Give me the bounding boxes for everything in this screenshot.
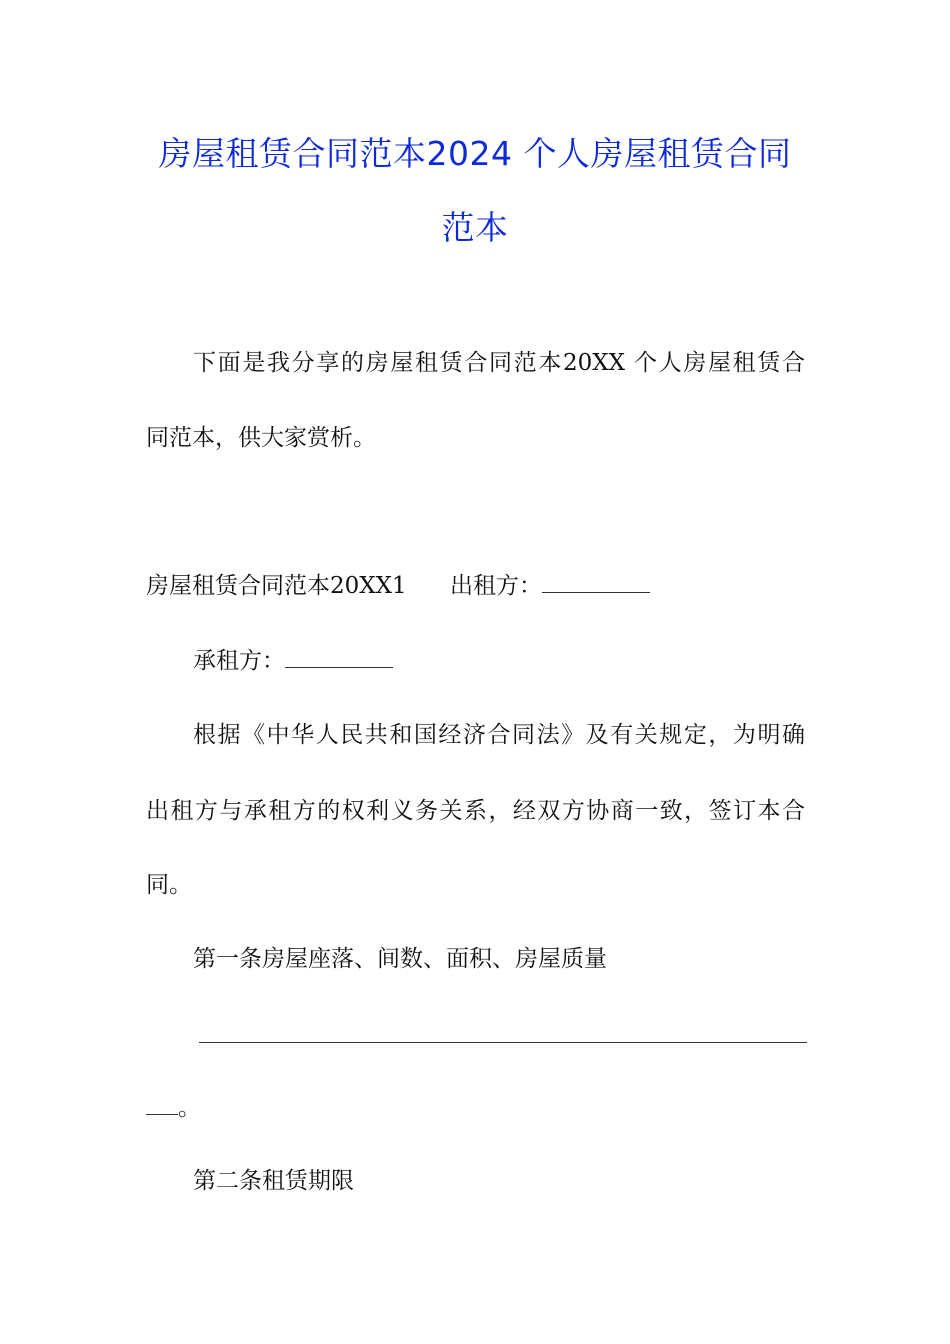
intro-paragraph-line-2: 同范本，供大家赏析。: [146, 425, 376, 451]
lessee-row: [193, 646, 393, 676]
document-title-line-2: 范本: [441, 208, 509, 247]
lessee-label: 承租方：: [193, 648, 285, 674]
article-2-title: 第二条租赁期限: [193, 1168, 354, 1194]
document-title-line-1: 房屋租赁合同范本2024 个人房屋租赁合同: [158, 134, 792, 173]
preamble-line-2: 出租方与承租方的权利义务关系，经双方协商一致，签订本合: [146, 798, 805, 824]
lessee-blank: [285, 649, 393, 668]
preamble-line-3: 同。: [146, 872, 192, 898]
contract-heading: 房屋租赁合同范本20XX1: [146, 573, 407, 599]
lessor-blank: [542, 574, 650, 593]
article-1-fill-line-end: [146, 1096, 178, 1115]
article-1-title: 第一条房屋座落、间数、面积、房屋质量: [193, 946, 607, 972]
article-1-end-row: [146, 1093, 201, 1123]
intro-paragraph-line-1: 下面是我分享的房屋租赁合同范本20XX 个人房屋租赁合: [193, 350, 805, 376]
lessor-row: [450, 571, 650, 601]
preamble-line-1: 根据《中华人民共和国经济合同法》及有关规定，为明确: [193, 722, 805, 748]
lessor-label: 出租方：: [450, 573, 542, 599]
article-1-end-mark: 。: [178, 1095, 201, 1121]
article-1-fill-line: [199, 1042, 807, 1043]
